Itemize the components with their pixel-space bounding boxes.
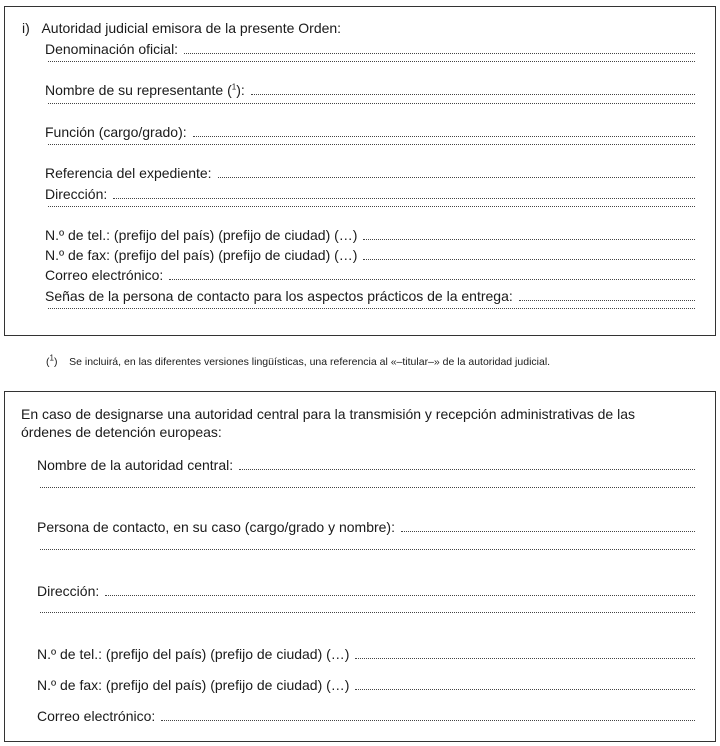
central-persona-dotted-line[interactable] [401,531,695,532]
central-direccion-dotted-line[interactable] [105,595,695,596]
direccion-field[interactable] [45,185,695,203]
senas-continuation[interactable] [48,308,695,313]
central-fax-field[interactable] [37,676,695,694]
dotted-line[interactable] [40,549,695,550]
section-title: Autoridad judicial emisora de la presente Orden: [41,20,342,36]
central-nombre-label: Nombre de la autoridad central: [37,457,234,473]
funcion-continuation[interactable] [48,144,695,149]
central-nombre-field[interactable] [37,456,695,474]
representante-label [45,81,245,99]
funcion-field[interactable] [45,123,695,141]
correo-label: Correo electrónico: [45,267,164,283]
tel-field[interactable] [45,226,695,244]
fax-field[interactable] [45,246,695,264]
denominacion-continuation[interactable] [48,61,695,66]
central-persona-field[interactable] [37,518,695,536]
dotted-line[interactable] [48,103,695,104]
central-tel-field[interactable] [37,645,695,663]
denominacion-dotted-line[interactable] [184,53,695,54]
representante-field[interactable] [45,81,695,99]
direccion-dotted-line[interactable] [113,198,695,199]
footnote-marker [46,353,58,368]
correo-dotted-line[interactable] [169,279,695,280]
fax-dotted-line[interactable] [363,259,695,260]
intro-line-1: En caso de designarse una autoridad central para la transmisión y recepción administrativas de las [21,406,636,422]
fax-label: N.º de fax: (prefijo del país) (prefijo de ciudad) (…) [45,247,358,263]
representante-continuation[interactable] [48,103,695,108]
senas-dotted-line[interactable] [519,300,695,301]
denominacion-field[interactable] [45,40,695,58]
referencia-label: Referencia del expediente: [45,165,212,181]
footnote-text: Se incluirá, en las diferentes versiones lingüísticas, una referencia al «–titular–» de la autoridad judicial. [69,356,551,368]
central-authority-intro [21,405,711,441]
correo-field[interactable] [45,266,695,284]
central-correo-field[interactable] [37,707,695,725]
funcion-dotted-line[interactable] [193,136,695,137]
central-direccion-field[interactable] [37,582,695,600]
dotted-line[interactable] [48,144,695,145]
dotted-line[interactable] [48,206,695,207]
dotted-line[interactable] [48,61,695,62]
central-persona-label: Persona de contacto, en su caso (cargo/grado y nombre): [37,519,395,535]
intro-line-2: órdenes de detención europeas: [21,424,222,440]
tel-label: N.º de tel.: (prefijo del país) (prefijo de ciudad) (…) [45,227,358,243]
referencia-dotted-line[interactable] [218,177,695,178]
referencia-field[interactable] [45,164,695,182]
senas-field[interactable] [45,287,695,305]
central-nombre-continuation[interactable] [40,487,695,492]
denominacion-label: Denominación oficial: [45,41,179,57]
footnote-paren-close: ) [53,356,58,368]
representante-text-end: ): [236,82,245,98]
central-tel-label: N.º de tel.: (prefijo del país) (prefijo de ciudad) (…) [37,646,350,662]
central-persona-continuation[interactable] [40,549,695,554]
representante-text: Nombre de su representante ( [45,82,232,98]
footnote-number: 1 [49,353,54,363]
central-fax-label: N.º de fax: (prefijo del país) (prefijo de ciudad) (…) [37,677,350,693]
dotted-line[interactable] [48,308,695,309]
central-direccion-continuation[interactable] [40,612,695,617]
section-heading [22,19,341,37]
footnote-paren-open: ( [46,356,50,368]
dotted-line[interactable] [40,612,695,613]
direccion-label: Dirección: [45,186,108,202]
central-nombre-dotted-line[interactable] [239,469,695,470]
central-tel-dotted-line[interactable] [355,658,695,659]
central-direccion-label: Dirección: [37,583,100,599]
central-fax-dotted-line[interactable] [355,689,695,690]
funcion-label: Función (cargo/grado): [45,124,187,140]
section-marker: i) [22,20,30,36]
direccion-continuation[interactable] [48,206,695,211]
representante-dotted-line[interactable] [251,94,695,95]
senas-label: Señas de la persona de contacto para los aspectos prácticos de la entrega: [45,288,513,304]
tel-dotted-line[interactable] [363,239,695,240]
central-correo-label: Correo electrónico: [37,708,156,724]
footnote-ref: 1 [231,82,237,92]
footnote [46,355,550,369]
dotted-line[interactable] [40,487,695,488]
central-correo-dotted-line[interactable] [161,720,695,721]
